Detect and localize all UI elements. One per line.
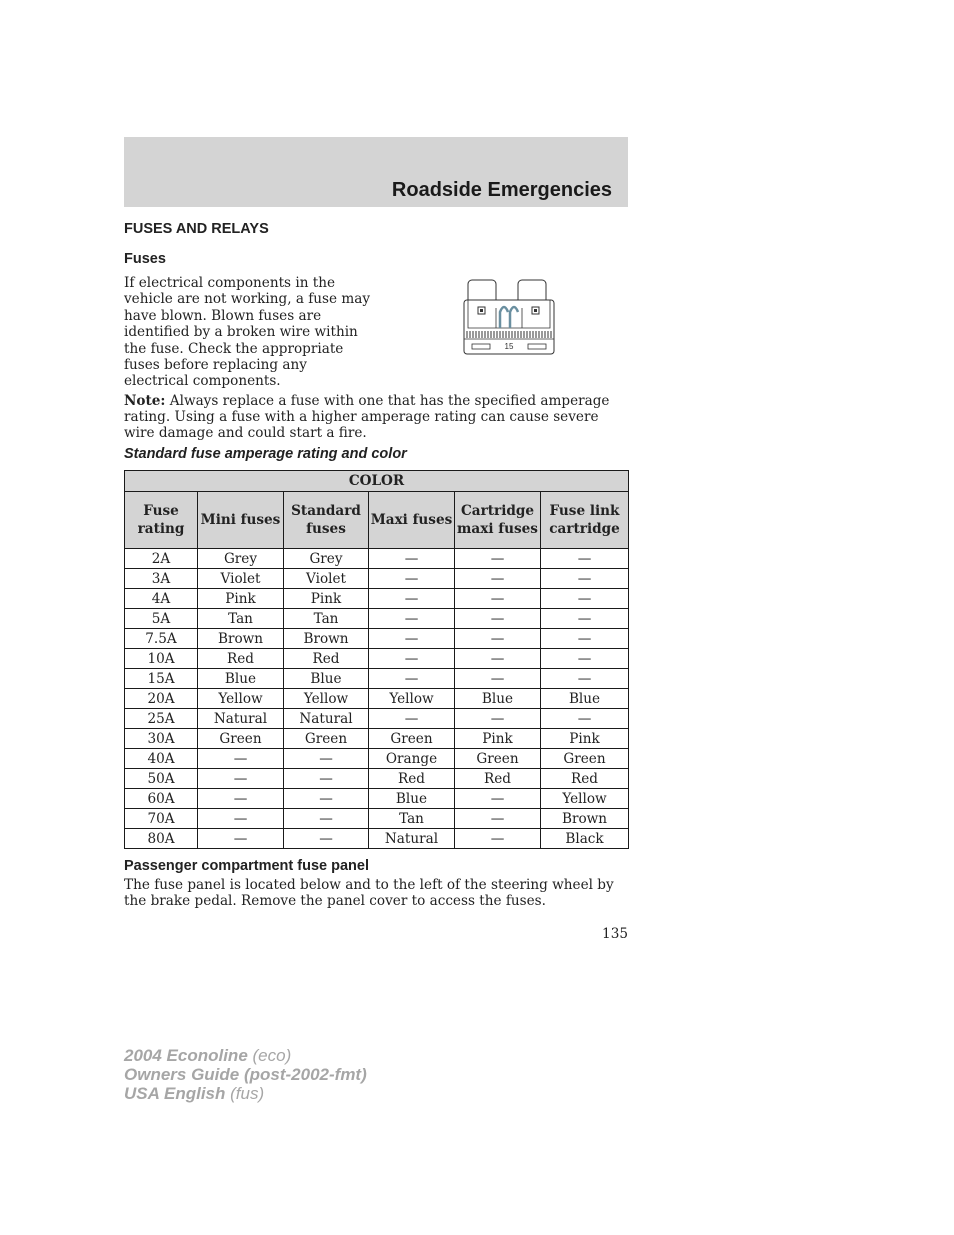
table-cell: — xyxy=(541,589,629,609)
table-row xyxy=(125,669,629,689)
table-cell: Yellow xyxy=(369,689,455,709)
table-row xyxy=(125,829,629,849)
table-row xyxy=(125,609,629,629)
table-cell: — xyxy=(369,549,455,569)
column-header: Standard fuses xyxy=(284,492,369,549)
footer-language-code: (fus) xyxy=(225,1084,265,1103)
fuse-terminal-left-dot xyxy=(480,309,483,312)
intro-paragraph: If electrical components in the vehicle are not working, a fuse may have blown. Blown fuses are identified by a broken wire within the fuse. Check the appropriate fuses before replacing any electrical components. xyxy=(124,275,371,390)
table-cell: Orange xyxy=(369,749,455,769)
table-cell: Brown xyxy=(198,629,284,649)
table-row xyxy=(125,729,629,749)
table-row xyxy=(125,649,629,669)
table-cell: 10A xyxy=(125,649,198,669)
note-text: Always replace a fuse with one that has the specified amperage rating. Using a fuse with a higher amperage rating can cause severe wire damage and could start a fire. xyxy=(124,393,610,442)
table-cell: — xyxy=(369,629,455,649)
table-cell: 20A xyxy=(125,689,198,709)
footer-model: 2004 Econoline xyxy=(124,1046,248,1065)
table-cell: 7.5A xyxy=(125,629,198,649)
table-cell: — xyxy=(541,569,629,589)
table-cell: 15A xyxy=(125,669,198,689)
table-cell: Green xyxy=(284,729,369,749)
table-cell: — xyxy=(284,769,369,789)
table-cell: — xyxy=(198,789,284,809)
table-cell: Blue xyxy=(284,669,369,689)
table-cell: — xyxy=(369,589,455,609)
chapter-title: Roadside Emergencies xyxy=(391,179,612,201)
table-row xyxy=(125,549,629,569)
table-cell: Blue xyxy=(369,789,455,809)
table-row xyxy=(125,709,629,729)
table-cell: — xyxy=(455,609,541,629)
footer-guide: Owners Guide (post-2002-fmt) xyxy=(124,1065,367,1084)
table-cell: — xyxy=(369,709,455,729)
table-cell: Tan xyxy=(198,609,284,629)
table-cell: Pink xyxy=(455,729,541,749)
table-row xyxy=(125,689,629,709)
table-cell: — xyxy=(541,629,629,649)
color-group-header: COLOR xyxy=(125,471,629,492)
column-header: Mini fuses xyxy=(198,492,284,549)
table-cell: — xyxy=(541,669,629,689)
table-cell: 3A xyxy=(125,569,198,589)
table-cell: — xyxy=(455,589,541,609)
table-cell: — xyxy=(369,609,455,629)
table-cell: 80A xyxy=(125,829,198,849)
table-cell: — xyxy=(198,829,284,849)
table-cell: — xyxy=(541,609,629,629)
panel-paragraph: The fuse panel is located below and to the left of the steering wheel by the brake pedal. Remove the panel cover to access the fuses. xyxy=(124,877,614,910)
table-cell: Red xyxy=(284,649,369,669)
table-cell: — xyxy=(198,769,284,789)
table-cell: 2A xyxy=(125,549,198,569)
table-cell: Black xyxy=(541,829,629,849)
table-cell: — xyxy=(369,649,455,669)
table-cell: Red xyxy=(198,649,284,669)
fuse-color-table xyxy=(124,470,629,849)
section-title: FUSES AND RELAYS xyxy=(124,221,269,237)
table-cell: Natural xyxy=(284,709,369,729)
table-cell: Brown xyxy=(541,809,629,829)
table-cell: — xyxy=(455,709,541,729)
table-cell: — xyxy=(284,789,369,809)
table-cell: Brown xyxy=(284,629,369,649)
table-cell: — xyxy=(455,649,541,669)
table-cell: 70A xyxy=(125,809,198,829)
table-cell: Green xyxy=(369,729,455,749)
table-cell: Natural xyxy=(369,829,455,849)
table-cell: Pink xyxy=(198,589,284,609)
table-cell: 30A xyxy=(125,729,198,749)
fuse-terminal-right-dot xyxy=(534,309,537,312)
table-cell: 60A xyxy=(125,789,198,809)
table-cell: — xyxy=(455,569,541,589)
column-header: Maxi fuses xyxy=(369,492,455,549)
table-cell: Tan xyxy=(284,609,369,629)
table-cell: — xyxy=(284,829,369,849)
table-cell: Pink xyxy=(541,729,629,749)
table-cell: — xyxy=(455,549,541,569)
footer-language: USA English xyxy=(124,1084,226,1103)
table-cell: Green xyxy=(455,749,541,769)
table-cell: — xyxy=(455,789,541,809)
table-cell: — xyxy=(541,709,629,729)
column-header: Fuse rating xyxy=(125,492,198,549)
table-cell: Red xyxy=(541,769,629,789)
table-cell: Green xyxy=(198,729,284,749)
table-cell: Blue xyxy=(455,689,541,709)
footer-model-code: (eco) xyxy=(247,1046,292,1065)
table-row xyxy=(125,769,629,789)
table-cell: Blue xyxy=(541,689,629,709)
page-number: 135 xyxy=(602,926,628,942)
table-cell: — xyxy=(541,549,629,569)
table-cell: — xyxy=(455,809,541,829)
column-header: Cartridge maxi fuses xyxy=(455,492,541,549)
table-cell: 50A xyxy=(125,769,198,789)
table-cell: — xyxy=(541,649,629,669)
table-cell: — xyxy=(284,809,369,829)
table-row xyxy=(125,809,629,829)
table-cell: Red xyxy=(369,769,455,789)
table-cell: 40A xyxy=(125,749,198,769)
table-cell: Tan xyxy=(369,809,455,829)
table-row xyxy=(125,629,629,649)
table-cell: — xyxy=(284,749,369,769)
table-cell: 5A xyxy=(125,609,198,629)
table-cell: Yellow xyxy=(198,689,284,709)
table-cell: Pink xyxy=(284,589,369,609)
table-cell: Green xyxy=(541,749,629,769)
note-label: Note: xyxy=(124,393,166,409)
table-cell: — xyxy=(198,749,284,769)
table-cell: Yellow xyxy=(541,789,629,809)
table-row xyxy=(125,589,629,609)
table-cell: — xyxy=(198,809,284,829)
table-caption: Standard fuse amperage rating and color xyxy=(124,446,407,462)
fuse-illustration xyxy=(462,276,556,356)
table-cell: Grey xyxy=(284,549,369,569)
table-cell: Natural xyxy=(198,709,284,729)
table-cell: Blue xyxy=(198,669,284,689)
table-cell: — xyxy=(369,669,455,689)
table-cell: 25A xyxy=(125,709,198,729)
table-cell: 4A xyxy=(125,589,198,609)
subsection-title: Fuses xyxy=(124,251,166,267)
table-cell: — xyxy=(455,629,541,649)
document-footer xyxy=(124,1046,367,1103)
table-row xyxy=(125,569,629,589)
table-cell: Red xyxy=(455,769,541,789)
table-cell: — xyxy=(455,669,541,689)
panel-title: Passenger compartment fuse panel xyxy=(124,858,369,874)
table-cell: Violet xyxy=(284,569,369,589)
table-cell: Grey xyxy=(198,549,284,569)
note-paragraph xyxy=(124,393,628,442)
header-band xyxy=(124,137,628,207)
table-row xyxy=(125,789,629,809)
table-row xyxy=(125,749,629,769)
fuse-rating-label: 15 xyxy=(504,342,514,351)
table-cell: Violet xyxy=(198,569,284,589)
table-cell: — xyxy=(455,829,541,849)
table-cell: Yellow xyxy=(284,689,369,709)
table-cell: — xyxy=(369,569,455,589)
column-header: Fuse link cartridge xyxy=(541,492,629,549)
